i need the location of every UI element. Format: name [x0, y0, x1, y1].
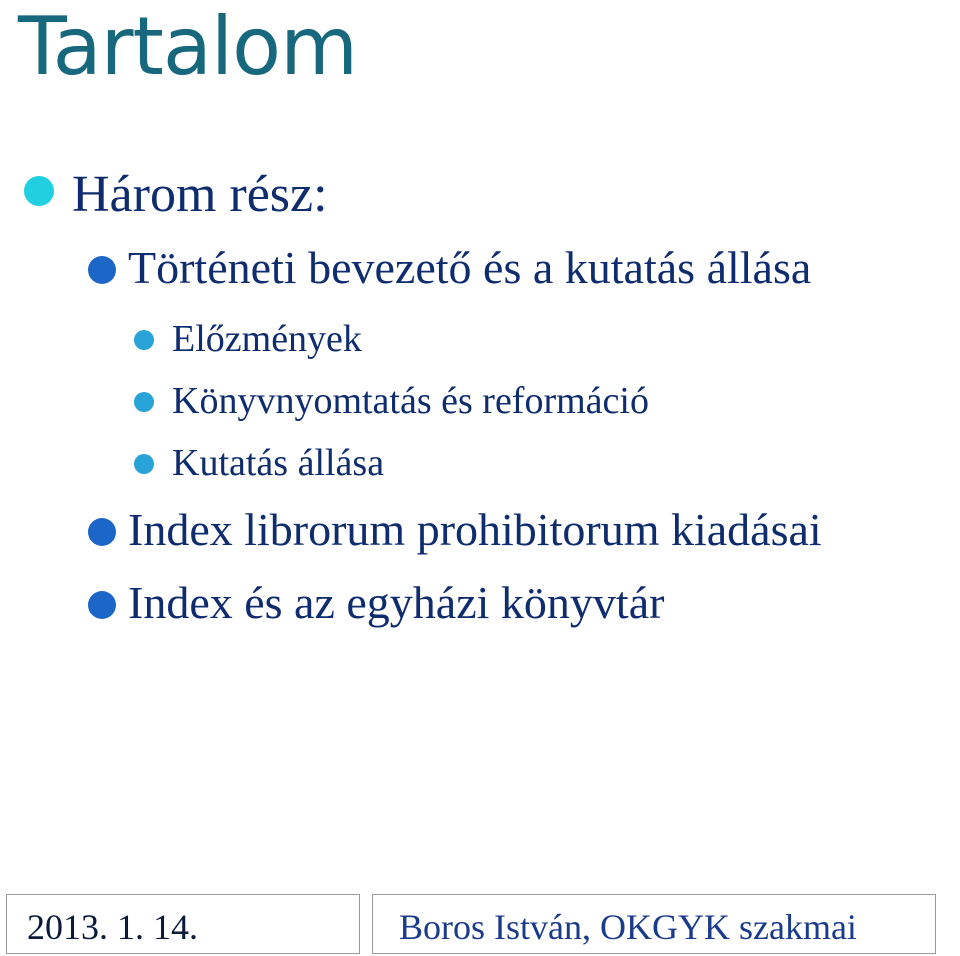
circle-bullet-icon	[134, 392, 154, 412]
list-item-label: Előzmények	[172, 318, 362, 360]
circle-bullet-icon	[134, 330, 154, 350]
slide-title: Tartalom	[18, 0, 358, 93]
circle-bullet-icon	[88, 256, 116, 284]
list-item-label: Könyvnyomtatás és reformáció	[172, 380, 649, 422]
list-item-label: Történeti bevezető és a kutatás állása	[128, 242, 812, 293]
list-item-label: Három rész:	[72, 166, 328, 223]
circle-bullet-icon	[134, 454, 154, 474]
list-item-label: Index librorum prohibitorum kiadásai	[128, 504, 822, 555]
circle-bullet-icon	[88, 518, 116, 546]
circle-bullet-icon	[88, 591, 116, 619]
circle-bullet-icon	[24, 176, 54, 206]
footer-author: Boros István, OKGYK szakmai	[372, 894, 936, 954]
list-item-label: Index és az egyházi könyvtár	[128, 577, 665, 628]
list-item-label: Kutatás állása	[172, 442, 385, 484]
footer-date: 2013. 1. 14.	[6, 894, 360, 954]
